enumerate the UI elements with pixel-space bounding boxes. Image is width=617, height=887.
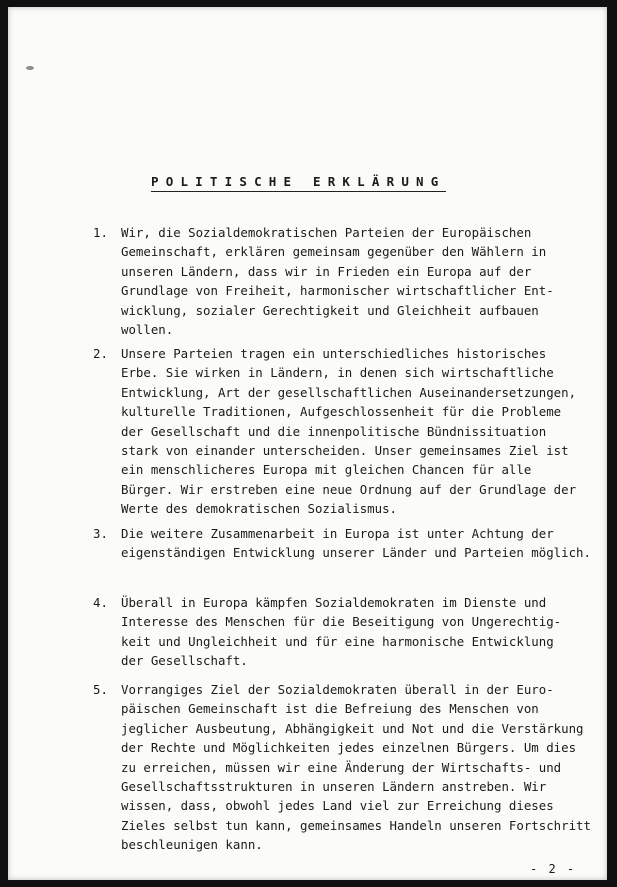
paragraph-number: 5. xyxy=(93,682,108,697)
page-number: - 2 - xyxy=(530,862,577,876)
paragraph-line: Grundlage von Freiheit, harmonischer wirtschaftlicher Ent- xyxy=(121,283,554,299)
paragraph-line: Gesellschaftsstrukturen in unseren Ländern anstreben. Wir xyxy=(121,779,547,795)
scan-speck xyxy=(26,66,34,70)
paragraph-line: beschleunigen kann. xyxy=(121,837,263,853)
paragraph-line: Unsere Parteien tragen ein unterschiedliches historisches xyxy=(121,346,547,361)
paragraph-4 xyxy=(93,593,607,671)
paragraph-line: Werte des demokratischen Sozialismus. xyxy=(121,501,398,517)
paragraph-line: zu erreichen, müssen wir eine Änderung der Wirtschafts- und xyxy=(121,759,562,775)
paragraph-line: Bürger. Wir erstreben eine neue Ordnung auf der Grundlage der xyxy=(121,481,577,497)
paragraph-1 xyxy=(93,223,607,339)
paragraph-line: keit und Ungleichheit und für eine harmonische Entwicklung xyxy=(121,633,554,649)
paragraph-line: der Rechte und Möglichkeiten jedes einzelnen Bürgers. Um dies xyxy=(121,740,577,756)
paragraph-number: 1. xyxy=(93,225,108,240)
paragraph-line: jeglicher Ausbeutung, Abhängigkeit und Not und die Verstärkung xyxy=(121,720,584,736)
paragraph-line: Erbe. Sie wirken in Ländern, in denen sich wirtschaftliche xyxy=(121,365,554,381)
paragraph-line: der Gesellschaft und die innenpolitische Bündnissituation xyxy=(121,423,547,439)
paragraph-line: Wir, die Sozialdemokratischen Parteien der Europäischen xyxy=(121,225,532,240)
document-title: POLITISCHE ERKLÄRUNG xyxy=(151,174,446,192)
paragraph-line: wicklung, sozialer Gerechtigkeit und Gleichheit aufbauen xyxy=(121,302,539,318)
paragraph-line: Gemeinschaft, erklären gemeinsam gegenüber den Wählern in xyxy=(121,244,547,260)
paragraph-line: Entwicklung, Art der gesellschaftlichen Auseinandersetzungen, xyxy=(121,384,577,400)
document-page xyxy=(8,7,607,880)
paragraph-line: Vorrangiges Ziel der Sozialdemokraten überall in der Euro- xyxy=(121,682,554,697)
paragraph-line: wollen. xyxy=(121,322,174,338)
paragraph-line: Interesse des Menschen für die Beseitigung von Ungerechtig- xyxy=(121,614,562,630)
paragraph-line: stark von einander unterscheiden. Unser gemeinsames Ziel ist xyxy=(121,443,569,459)
paragraph-number: 4. xyxy=(93,595,108,610)
paragraph-line: kulturelle Traditionen, Aufgeschlossenheit für die Probleme xyxy=(121,404,562,420)
paragraph-3 xyxy=(93,524,607,563)
paragraph-line: päischen Gemeinschaft ist die Befreiung des Menschen von xyxy=(121,701,539,717)
paragraph-5 xyxy=(93,680,607,855)
paragraph-line: wissen, dass, obwohl jedes Land viel zur Erreichung dieses xyxy=(121,798,554,814)
paragraph-number: 3. xyxy=(93,526,108,541)
paragraph-line: unseren Ländern, dass wir in Frieden ein Europa auf der xyxy=(121,263,532,279)
paragraph-2 xyxy=(93,344,607,519)
paragraph-line: Überall in Europa kämpfen Sozialdemokraten im Dienste und xyxy=(121,595,547,610)
paragraph-line: Zieles selbst tun kann, gemeinsames Handeln unseren Fortschritt xyxy=(121,817,591,833)
paragraph-line: Die weitere Zusammenarbeit in Europa ist unter Achtung der xyxy=(121,526,554,541)
paragraph-line: der Gesellschaft. xyxy=(121,653,248,669)
paragraph-number: 2. xyxy=(93,346,108,361)
paragraph-line: eigenständigen Entwicklung unserer Länder und Parteien möglich. xyxy=(121,545,591,561)
paragraph-line: ein menschlicheres Europa mit gleichen Chancen für alle xyxy=(121,462,532,478)
